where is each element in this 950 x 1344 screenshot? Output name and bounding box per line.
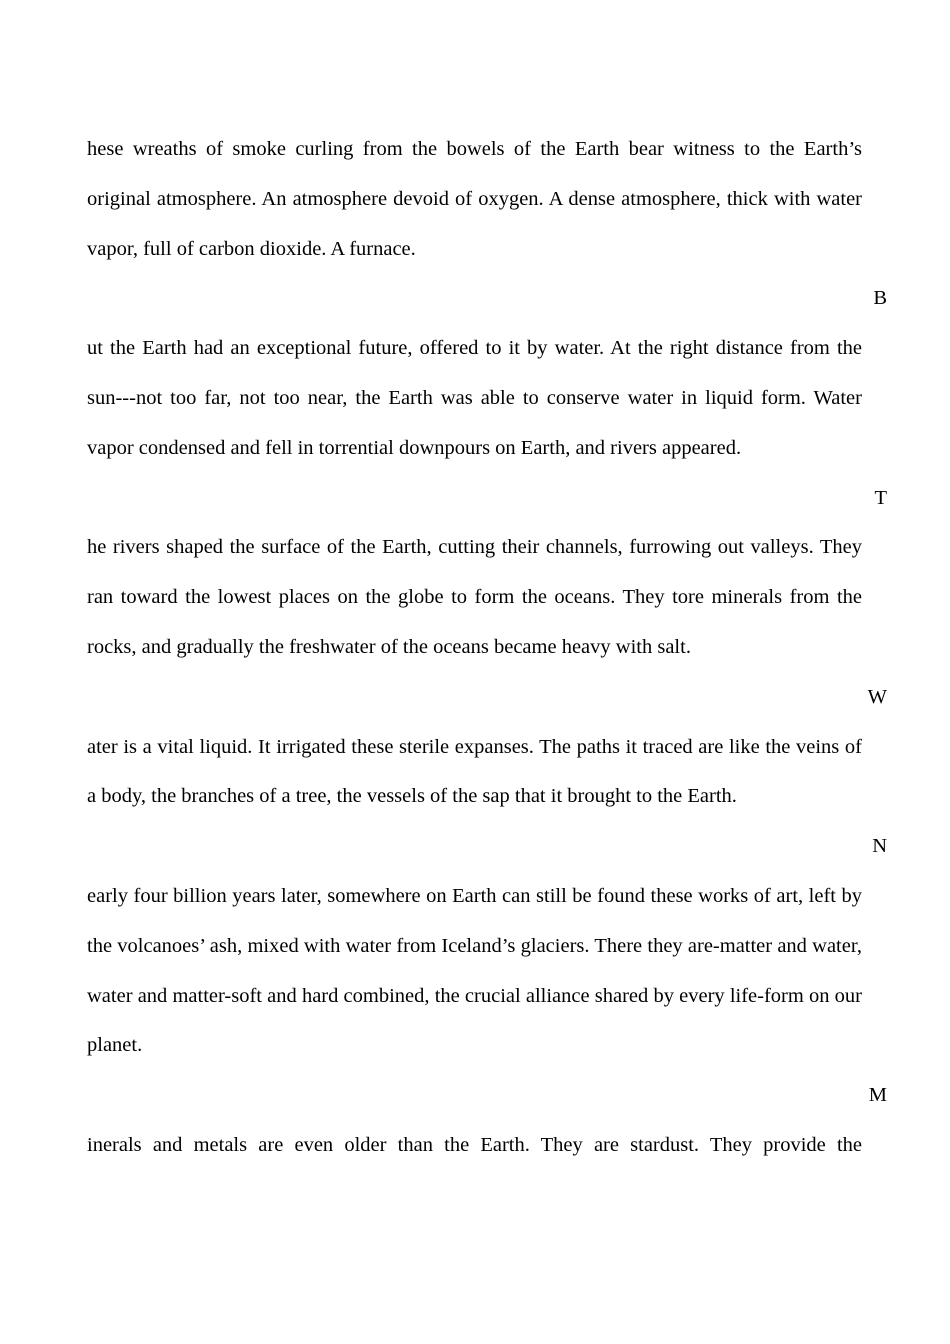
paragraph-smoke-atmosphere: hese wreaths of smoke curling from the bowels of the Earth bear witness to the Earth’s original atmosphere. An atmosphere devoid of oxygen. A dense atmosphere, thick with water vapor, full of carbon dioxide. A furnace.	[87, 138, 862, 260]
drop-initial-b: B	[873, 287, 887, 310]
paragraph-rivers: he rivers shaped the surface of the Earth, cutting their channels, furrowing out valleys. They ran toward the lowest places on the globe to form the oceans. They tore minerals from the rocks, and gradually the freshwater of the oceans became heavy with salt.	[87, 536, 862, 658]
paragraph-earth-future: ut the Earth had an exceptional future, offered to it by water. At the right distance from the sun---not too far, not too near, the Earth was able to conserve water in liquid form. Water vapor condensed and fell in torrential downpours on Earth, and rivers appeared.	[87, 337, 862, 459]
paragraph-four-billion-years: early four billion years later, somewhere on Earth can still be found these works of art, left by the volcanoes’ ash, mixed with water from Iceland’s glaciers. There they are-matter and water, water and matter-soft and hard combined, the crucial alliance shared by every life-form on our planet.	[87, 884, 862, 1057]
drop-initial-t: T	[874, 486, 887, 509]
drop-initial-w: W	[867, 685, 887, 708]
drop-initial-m: M	[868, 1084, 887, 1107]
document-body	[87, 125, 887, 1171]
drop-initial-n: N	[872, 835, 887, 858]
paragraph-minerals: inerals and metals are even older than the Earth. They are stardust. They provide the	[87, 1133, 862, 1156]
paragraph-water-vital: ater is a vital liquid. It irrigated these sterile expanses. The paths it traced are like the veins of a body, the branches of a tree, the vessels of the sap that it brought to the Earth.	[87, 735, 862, 808]
